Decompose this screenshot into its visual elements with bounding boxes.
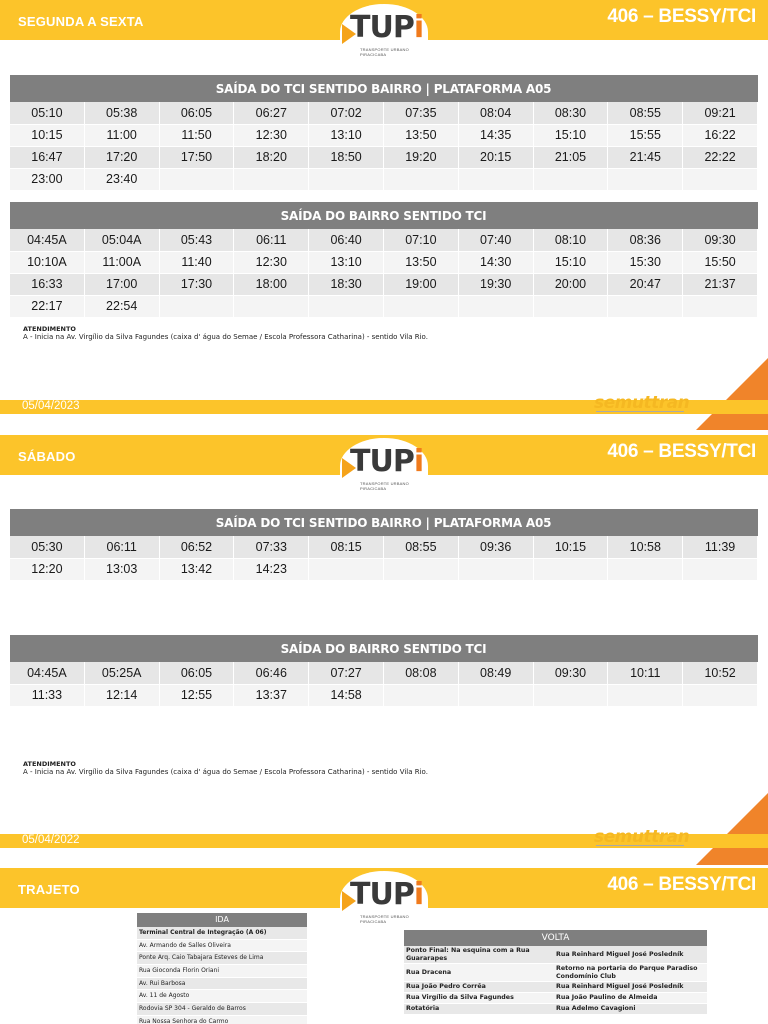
semuttran-logo: semuttran: [594, 393, 686, 419]
time-cell: 06:11: [84, 536, 159, 558]
time-cell: 08:30: [533, 102, 608, 124]
time-cell: 13:37: [234, 684, 309, 706]
street-cell: Retorno na portaria do Parque Paradiso Condomínio Club: [556, 964, 698, 980]
time-cell: 06:46: [234, 662, 309, 684]
time-cell: 08:55: [608, 102, 683, 124]
time-cell: 08:55: [383, 536, 458, 558]
footer-date: 05/04/2023: [22, 400, 80, 412]
time-cell: 20:00: [533, 273, 608, 295]
time-cell: 11:00: [84, 124, 159, 146]
time-cell: 08:04: [458, 102, 533, 124]
time-cell: 09:36: [458, 536, 533, 558]
time-cell: [608, 684, 683, 706]
time-cell: 15:10: [533, 124, 608, 146]
table-row: [404, 964, 707, 982]
list-item: Rodovia SP 304 - Geraldo de Barros: [137, 1003, 307, 1016]
weekday-note: ATENDIMENTO A - Inicia na Av. Virgílio da Silva Fagundes (caixa d' água do Semae / Escola Professora Catharina) - sentido Vila Rio.: [23, 325, 428, 341]
list-item: Terminal Central de Integração (A 06): [137, 927, 307, 940]
saturday-inbound-table: [9, 635, 758, 707]
time-cell: [458, 558, 533, 580]
time-cell: 10:52: [683, 662, 758, 684]
time-cell: [683, 168, 758, 190]
street-cell: Rua Reinhard Miguel José Posledník: [556, 950, 684, 958]
tupi-logo: TUPi TRANSPORTE URBANO PIRACICABA: [336, 0, 432, 58]
time-cell: 05:04A: [84, 229, 159, 251]
volta-title: VOLTA: [404, 930, 707, 946]
table-row: [10, 124, 758, 146]
time-cell: 11:40: [159, 251, 234, 273]
semuttran-logo: semuttran: [594, 827, 686, 853]
time-cell: [533, 558, 608, 580]
time-cell: 13:42: [159, 558, 234, 580]
corner-triangle: [696, 793, 768, 865]
time-cell: 06:05: [159, 102, 234, 124]
time-cell: 06:40: [309, 229, 384, 251]
table-row: [404, 1004, 707, 1015]
time-cell: 17:00: [84, 273, 159, 295]
weekday-outbound-table: [9, 75, 758, 191]
time-cell: 08:10: [533, 229, 608, 251]
time-cell: 07:40: [458, 229, 533, 251]
time-cell: 12:20: [10, 558, 85, 580]
time-cell: 21:37: [683, 273, 758, 295]
list-item: Av. 11 de Agosto: [137, 990, 307, 1003]
time-cell: [309, 295, 384, 317]
time-cell: 07:27: [309, 662, 384, 684]
time-cell: 16:22: [683, 124, 758, 146]
time-cell: [608, 168, 683, 190]
time-cell: 09:21: [683, 102, 758, 124]
table-row: [10, 684, 758, 706]
table-row: [10, 662, 758, 684]
table-row: [10, 229, 758, 251]
time-cell: 23:40: [84, 168, 159, 190]
table-row: [10, 536, 758, 558]
street-cell: Rua Reinhard Miguel José Posledník: [556, 983, 684, 990]
table-row: [10, 146, 758, 168]
time-cell: 07:33: [234, 536, 309, 558]
time-cell: [383, 684, 458, 706]
time-cell: [458, 168, 533, 190]
time-cell: 12:14: [84, 684, 159, 706]
saturday-outbound-table: [9, 509, 758, 581]
time-cell: 10:58: [608, 536, 683, 558]
trajeto-route-label: 406 – BESSY/TCI: [607, 874, 756, 895]
time-cell: 12:55: [159, 684, 234, 706]
time-cell: 22:17: [10, 295, 85, 317]
time-cell: [234, 295, 309, 317]
time-cell: 05:30: [10, 536, 85, 558]
time-cell: 04:45A: [10, 662, 85, 684]
time-cell: 09:30: [533, 662, 608, 684]
time-cell: 15:10: [533, 251, 608, 273]
footer-date: 05/04/2022: [22, 834, 80, 846]
ida-title: IDA: [137, 913, 307, 927]
time-cell: 10:15: [533, 536, 608, 558]
street-cell: Rotatória: [406, 1005, 440, 1012]
time-cell: 17:30: [159, 273, 234, 295]
time-cell: 08:15: [309, 536, 384, 558]
street-cell: Rua Virgílio da Silva Fagundes: [406, 994, 514, 1001]
time-cell: [309, 168, 384, 190]
time-cell: 17:20: [84, 146, 159, 168]
time-cell: 18:30: [309, 273, 384, 295]
street-cell: Rua Dracena: [406, 968, 452, 976]
time-cell: 11:00A: [84, 251, 159, 273]
table-title: SAÍDA DO BAIRRO SENTIDO TCI: [10, 202, 758, 229]
time-cell: [683, 684, 758, 706]
time-cell: 23:00: [10, 168, 85, 190]
volta-route-list: [404, 930, 707, 1015]
table-row: [10, 251, 758, 273]
time-cell: [234, 168, 309, 190]
list-item: Rua Nossa Senhora do Carmo: [137, 1016, 307, 1024]
time-cell: 10:10A: [10, 251, 85, 273]
time-cell: 15:30: [608, 251, 683, 273]
time-cell: [533, 295, 608, 317]
tupi-logo: TUPi TRANSPORTE URBANO PIRACICABA: [336, 434, 432, 492]
time-cell: 14:23: [234, 558, 309, 580]
time-cell: 08:08: [383, 662, 458, 684]
time-cell: 11:33: [10, 684, 85, 706]
time-cell: 13:50: [383, 124, 458, 146]
time-cell: [683, 558, 758, 580]
time-cell: [309, 558, 384, 580]
time-cell: 07:10: [383, 229, 458, 251]
time-cell: 10:15: [10, 124, 85, 146]
trajeto-day-label: TRAJETO: [18, 882, 80, 897]
ida-route-list: [137, 913, 307, 1024]
table-title: SAÍDA DO TCI SENTIDO BAIRRO | PLATAFORMA A05: [10, 509, 758, 536]
time-cell: 13:10: [309, 251, 384, 273]
time-cell: [159, 295, 234, 317]
time-cell: 08:49: [458, 662, 533, 684]
corner-triangle: [696, 358, 768, 430]
street-cell: Rua João Pedro Corrêa: [406, 983, 486, 990]
time-cell: 07:02: [309, 102, 384, 124]
time-cell: 13:10: [309, 124, 384, 146]
saturday-day-label: SÁBADO: [18, 449, 76, 464]
table-row: [404, 946, 707, 964]
time-cell: 19:30: [458, 273, 533, 295]
time-cell: [608, 558, 683, 580]
time-cell: 14:35: [458, 124, 533, 146]
time-cell: 05:10: [10, 102, 85, 124]
time-cell: 13:03: [84, 558, 159, 580]
table-row: [10, 558, 758, 580]
time-cell: 22:22: [683, 146, 758, 168]
time-cell: 14:58: [309, 684, 384, 706]
time-cell: [383, 168, 458, 190]
time-cell: 20:15: [458, 146, 533, 168]
time-cell: 20:47: [608, 273, 683, 295]
time-cell: 06:52: [159, 536, 234, 558]
time-cell: 06:27: [234, 102, 309, 124]
street-cell: Ponto Final: Na esquina com a Rua Guararapes: [406, 946, 530, 962]
table-title: SAÍDA DO TCI SENTIDO BAIRRO | PLATAFORMA A05: [10, 75, 758, 102]
time-cell: [458, 684, 533, 706]
time-cell: 12:30: [234, 124, 309, 146]
list-item: Av. Armando de Salles Oliveira: [137, 940, 307, 953]
time-cell: 19:00: [383, 273, 458, 295]
table-row: [404, 982, 707, 993]
time-cell: 18:50: [309, 146, 384, 168]
table-row: [10, 168, 758, 190]
list-item: Av. Rui Barbosa: [137, 978, 307, 991]
time-cell: 16:33: [10, 273, 85, 295]
list-item: Ponte Arq. Caio Tabajara Esteves de Lima: [137, 952, 307, 965]
time-cell: 11:39: [683, 536, 758, 558]
time-cell: 16:47: [10, 146, 85, 168]
time-cell: [683, 295, 758, 317]
saturday-note: ATENDIMENTO A - Inicia na Av. Virgílio da Silva Fagundes (caixa d' água do Semae / Escola Professora Catharina) - sentido Vila Rio.: [23, 760, 428, 776]
weekday-route-label: 406 – BESSY/TCI: [607, 6, 756, 27]
time-cell: 07:35: [383, 102, 458, 124]
time-cell: 19:20: [383, 146, 458, 168]
time-cell: 13:50: [383, 251, 458, 273]
time-cell: [458, 295, 533, 317]
time-cell: 10:11: [608, 662, 683, 684]
time-cell: [533, 168, 608, 190]
time-cell: 12:30: [234, 251, 309, 273]
time-cell: 15:55: [608, 124, 683, 146]
time-cell: 06:05: [159, 662, 234, 684]
time-cell: [533, 684, 608, 706]
tupi-logo: TUPi TRANSPORTE URBANO PIRACICABA: [336, 867, 432, 925]
time-cell: [383, 295, 458, 317]
time-cell: 14:30: [458, 251, 533, 273]
time-cell: 21:05: [533, 146, 608, 168]
time-cell: [383, 558, 458, 580]
table-title: SAÍDA DO BAIRRO SENTIDO TCI: [10, 635, 758, 662]
time-cell: 08:36: [608, 229, 683, 251]
time-cell: 11:50: [159, 124, 234, 146]
table-row: [10, 295, 758, 317]
table-row: [404, 993, 707, 1004]
time-cell: 05:25A: [84, 662, 159, 684]
time-cell: [159, 168, 234, 190]
time-cell: 21:45: [608, 146, 683, 168]
weekday-inbound-table: [9, 202, 758, 318]
time-cell: 22:54: [84, 295, 159, 317]
street-cell: Rua Adelmo Cavagioni: [556, 1005, 636, 1012]
time-cell: 17:50: [159, 146, 234, 168]
table-row: [10, 273, 758, 295]
time-cell: 05:43: [159, 229, 234, 251]
time-cell: 18:20: [234, 146, 309, 168]
list-item: Rua Gioconda Florin Oriani: [137, 965, 307, 978]
time-cell: [608, 295, 683, 317]
saturday-route-label: 406 – BESSY/TCI: [607, 441, 756, 462]
weekday-day-label: SEGUNDA A SEXTA: [18, 14, 144, 29]
time-cell: 09:30: [683, 229, 758, 251]
time-cell: 15:50: [683, 251, 758, 273]
time-cell: 18:00: [234, 273, 309, 295]
table-row: [10, 102, 758, 124]
time-cell: 04:45A: [10, 229, 85, 251]
time-cell: 05:38: [84, 102, 159, 124]
time-cell: 06:11: [234, 229, 309, 251]
street-cell: Rua João Paulino de Almeida: [556, 994, 658, 1001]
